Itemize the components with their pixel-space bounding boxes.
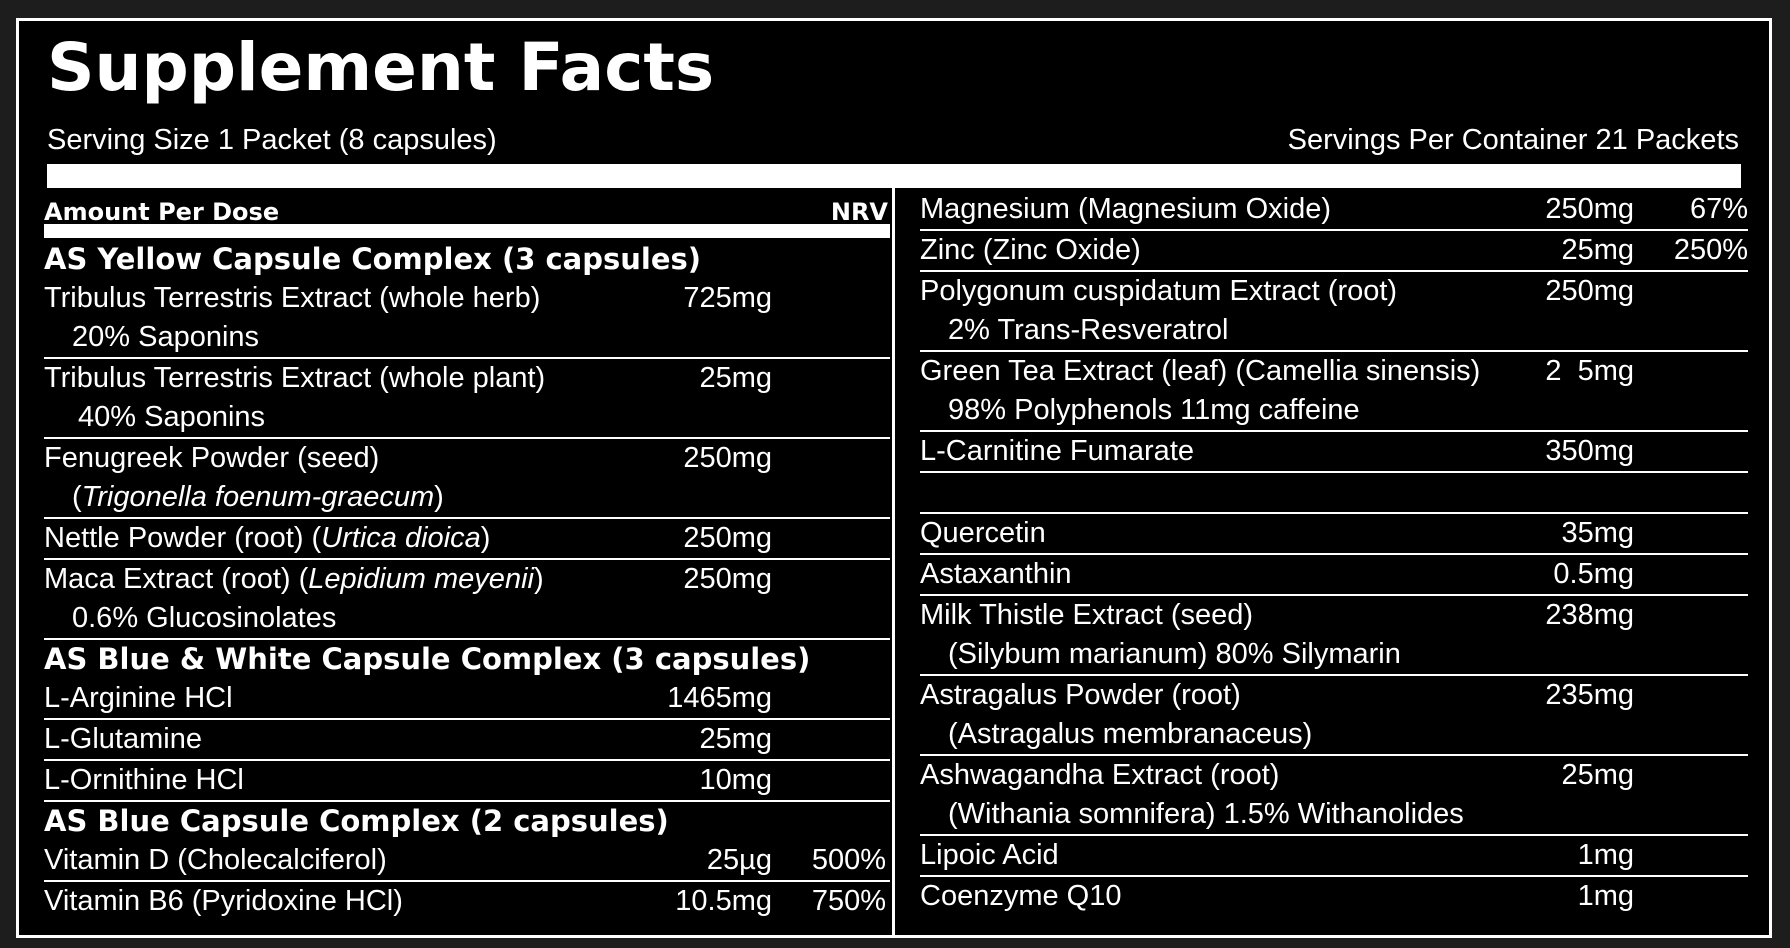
ingredient-amount: 250mg	[1545, 193, 1634, 225]
list-item	[920, 555, 1748, 596]
ingredient-amount: 235mg	[1545, 679, 1634, 711]
ingredient-detail: (Silybum marianum) 80% Silymarin	[948, 638, 1401, 670]
amount-per-dose-label: Amount Per Dose	[44, 198, 280, 226]
list-item	[920, 190, 1748, 231]
ingredient-name: Lipoic Acid	[920, 839, 1059, 871]
ingredient-name	[44, 560, 544, 599]
ingredient-amount: 25µg	[706, 844, 772, 876]
list-item	[44, 279, 890, 359]
ingredient-name: Quercetin	[920, 517, 1046, 549]
ingredient-name: L-Glutamine	[44, 723, 202, 755]
ingredient-name: L-Carnitine Fumarate	[920, 435, 1194, 467]
paren-open: (	[72, 481, 82, 513]
ingredient-name: L-Arginine HCl	[44, 682, 233, 714]
ingredient-name: L-Ornithine HCl	[44, 764, 244, 796]
ingredient-nrv: 750%	[811, 885, 886, 917]
paren-close: )	[434, 481, 444, 513]
list-item	[920, 836, 1748, 877]
list-item	[44, 841, 890, 882]
ingredient-detail: (Astragalus membranaceus)	[948, 718, 1313, 750]
column-header-bar	[44, 224, 890, 238]
list-item	[44, 439, 890, 519]
ingredient-amount: 1mg	[1577, 839, 1634, 871]
column-divider	[892, 188, 895, 935]
latin-name: Urtica dioica	[321, 522, 481, 554]
ingredient-amount: 25mg	[699, 723, 772, 755]
ingredient-nrv: 67%	[1689, 193, 1748, 225]
empty-row	[920, 473, 1748, 514]
ingredient-amount: 10mg	[699, 764, 772, 796]
ingredient-amount: 250mg	[683, 522, 772, 554]
section-title-yellow: AS Yellow Capsule Complex (3 capsules)	[44, 242, 702, 276]
ingredient-detail: 0.6% Glucosinolates	[72, 602, 337, 634]
ingredient-name: Tribulus Terrestris Extract (whole herb)	[44, 282, 541, 314]
ingredient-name: Magnesium (Magnesium Oxide)	[920, 193, 1331, 225]
ingredient-amount: 1mg	[1577, 880, 1634, 912]
ingredient-amount: 25mg	[699, 362, 772, 394]
list-item	[44, 882, 890, 921]
ingredient-name: Vitamin D (Cholecalciferol)	[44, 844, 387, 876]
list-item	[44, 359, 890, 439]
list-item	[920, 877, 1748, 916]
ingredient-name: Green Tea Extract (leaf) (Camellia sinensis)	[920, 355, 1481, 387]
section-title-blue-white: AS Blue & White Capsule Complex (3 capsules)	[44, 642, 811, 676]
ingredient-name: Ashwagandha Extract (root)	[920, 759, 1280, 791]
ingredient-detail	[72, 478, 444, 517]
ingredient-name: Tribulus Terrestris Extract (whole plant)	[44, 362, 546, 394]
ingredient-name: Polygonum cuspidatum Extract (root)	[920, 275, 1398, 307]
column-header	[44, 188, 890, 224]
ingredient-name: Astragalus Powder (root)	[920, 679, 1241, 711]
list-item	[920, 514, 1748, 555]
list-item	[44, 679, 890, 720]
nrv-label: NRV	[830, 198, 888, 226]
list-item	[920, 352, 1748, 432]
list-item	[920, 272, 1748, 352]
ingredient-amount: 2 5mg	[1545, 355, 1634, 387]
paren-close: )	[480, 522, 491, 554]
ingredient-amount: 250mg	[1545, 275, 1634, 307]
list-item	[920, 756, 1748, 836]
latin-name: Lepidium meyenii	[308, 563, 534, 595]
name-text: Nettle Powder (root) (	[44, 522, 322, 554]
list-item	[44, 720, 890, 761]
ingredient-amount: 10.5mg	[675, 885, 772, 917]
supplement-facts-panel	[16, 18, 1772, 938]
list-item	[44, 560, 890, 640]
ingredient-name: Coenzyme Q10	[920, 880, 1122, 912]
list-item	[920, 596, 1748, 676]
list-item	[920, 432, 1748, 473]
paren-close: )	[533, 563, 544, 595]
list-item	[920, 676, 1748, 756]
ingredient-amount: 25mg	[1561, 234, 1634, 266]
serving-size: Serving Size 1 Packet (8 capsules)	[47, 124, 497, 156]
ingredient-amount: 350mg	[1545, 435, 1634, 467]
ingredient-name	[44, 519, 490, 558]
left-column	[44, 188, 890, 921]
list-item	[44, 519, 890, 560]
latin-name: Trigonella foenum-graecum	[81, 481, 435, 513]
page-title: Supplement Facts	[47, 29, 715, 106]
ingredient-name: Vitamin B6 (Pyridoxine HCl)	[44, 885, 403, 917]
ingredient-nrv: 500%	[811, 844, 886, 876]
ingredient-detail: 40% Saponins	[78, 401, 266, 433]
list-item	[920, 231, 1748, 272]
ingredient-amount: 725mg	[683, 282, 772, 314]
ingredient-detail: 98% Polyphenols 11mg caffeine	[948, 394, 1360, 426]
ingredient-amount: 0.5mg	[1553, 558, 1634, 590]
ingredient-detail: 2% Trans-Resveratrol	[948, 314, 1229, 346]
ingredient-amount: 250mg	[683, 563, 772, 595]
ingredient-amount: 35mg	[1561, 517, 1634, 549]
ingredient-name: Milk Thistle Extract (seed)	[920, 599, 1254, 631]
ingredient-name: Astaxanthin	[920, 558, 1072, 590]
ingredient-amount: 250mg	[683, 442, 772, 474]
ingredient-amount: 25mg	[1561, 759, 1634, 791]
right-column	[920, 188, 1748, 916]
servings-per-container: Servings Per Container 21 Packets	[1287, 124, 1739, 156]
ingredient-name: Fenugreek Powder (seed)	[44, 442, 380, 474]
ingredient-name: Zinc (Zinc Oxide)	[920, 234, 1141, 266]
section-title-blue: AS Blue Capsule Complex (2 capsules)	[44, 804, 669, 838]
ingredient-amount: 1465mg	[667, 682, 772, 714]
ingredient-amount: 238mg	[1545, 599, 1634, 631]
header-divider-bar	[47, 164, 1741, 188]
ingredient-detail: (Withania somnifera) 1.5% Withanolides	[948, 798, 1464, 830]
ingredient-nrv: 250%	[1673, 234, 1748, 266]
name-text: Maca Extract (root) (	[44, 563, 309, 595]
ingredient-detail: 20% Saponins	[72, 321, 260, 353]
list-item	[44, 761, 890, 802]
